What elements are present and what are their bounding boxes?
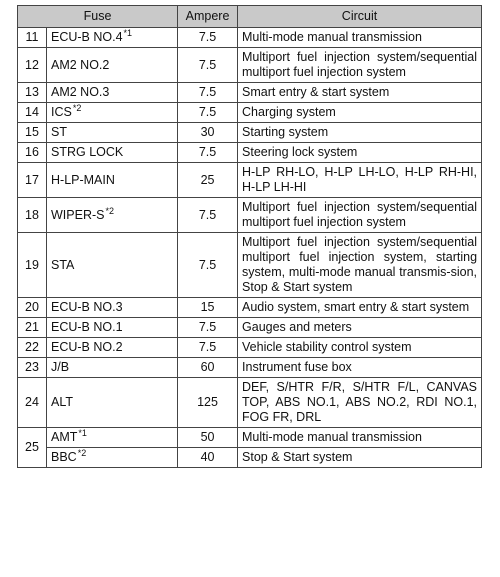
fuse-ampere: 30 <box>178 123 238 143</box>
fuse-number: 18 <box>18 198 47 233</box>
fuse-name <box>47 83 178 103</box>
fuse-name-text: ALT <box>51 395 73 409</box>
table-row <box>18 28 482 48</box>
fuse-ampere: 7.5 <box>178 143 238 163</box>
fuse-name-text: ST <box>51 125 67 139</box>
table-row <box>18 358 482 378</box>
fuse-name-text: BBC <box>51 450 77 464</box>
fuse-name <box>47 448 178 468</box>
header-ampere: Ampere <box>178 6 238 28</box>
fuse-name <box>47 123 178 143</box>
fuse-circuit: Multiport fuel injection system/sequential multiport fuel injection system, starting system, multi-mode manual transmis-sion, Stop & Start system <box>238 233 482 298</box>
fuse-name <box>47 163 178 198</box>
fuse-ampere: 7.5 <box>178 28 238 48</box>
fuse-name-text: WIPER-S <box>51 207 105 222</box>
fuse-circuit: Audio system, smart entry & start system <box>238 298 482 318</box>
table-row <box>18 198 482 233</box>
fuse-circuit: Starting system <box>238 123 482 143</box>
table-row <box>18 48 482 83</box>
fuse-name <box>47 358 178 378</box>
fuse-circuit: Stop & Start system <box>238 448 482 468</box>
fuse-name-text: ECU-B NO.4 <box>51 30 123 44</box>
fuse-ampere: 7.5 <box>178 48 238 83</box>
fuse-name <box>47 103 178 123</box>
fuse-name-text: AMT <box>51 430 78 444</box>
fuse-name <box>47 233 178 298</box>
fuse-name <box>47 428 178 448</box>
table-row <box>18 318 482 338</box>
table-row <box>18 123 482 143</box>
fuse-circuit: Gauges and meters <box>238 318 482 338</box>
footnote-marker: *2 <box>72 103 82 113</box>
fuse-ampere: 125 <box>178 378 238 428</box>
fuse-ampere: 7.5 <box>178 103 238 123</box>
fuse-number: 13 <box>18 83 47 103</box>
fuse-name-text: STRG LOCK <box>51 145 124 159</box>
fuse-ampere: 7.5 <box>178 83 238 103</box>
fuse-circuit: Smart entry & start system <box>238 83 482 103</box>
fuse-number: 19 <box>18 233 47 298</box>
footnote-marker: *1 <box>123 28 133 38</box>
fuse-name-text: STA <box>51 257 75 272</box>
fuse-name <box>47 378 178 428</box>
fuse-circuit: Multi-mode manual transmission <box>238 428 482 448</box>
fuse-name <box>47 143 178 163</box>
fuse-number: 15 <box>18 123 47 143</box>
fuse-number: 23 <box>18 358 47 378</box>
fuse-number: 12 <box>18 48 47 83</box>
table-row <box>18 298 482 318</box>
fuse-circuit: Vehicle stability control system <box>238 338 482 358</box>
fuse-table <box>17 5 482 468</box>
footnote-marker: *2 <box>105 205 114 216</box>
table-row <box>18 163 482 198</box>
fuse-number: 16 <box>18 143 47 163</box>
fuse-name-text: ECU-B NO.2 <box>51 340 123 354</box>
fuse-table-container <box>17 5 482 468</box>
fuse-table-body <box>18 28 482 468</box>
fuse-circuit: Multi-mode manual transmission <box>238 28 482 48</box>
fuse-name-text: H-LP-MAIN <box>51 172 115 187</box>
fuse-name-text: J/B <box>51 360 70 374</box>
fuse-number: 25 <box>18 428 47 468</box>
fuse-ampere: 15 <box>178 298 238 318</box>
fuse-name <box>47 298 178 318</box>
fuse-ampere: 7.5 <box>178 198 238 233</box>
fuse-name <box>47 318 178 338</box>
header-circuit: Circuit <box>238 6 482 28</box>
fuse-circuit: Charging system <box>238 103 482 123</box>
table-row <box>18 448 482 468</box>
fuse-name <box>47 338 178 358</box>
fuse-number: 24 <box>18 378 47 428</box>
fuse-name <box>47 198 178 233</box>
fuse-number: 20 <box>18 298 47 318</box>
fuse-name-text: AM2 NO.3 <box>51 85 110 99</box>
fuse-ampere: 7.5 <box>178 233 238 298</box>
footnote-marker: *1 <box>78 428 87 438</box>
fuse-name <box>47 48 178 83</box>
header-fuse: Fuse <box>18 6 178 28</box>
fuse-ampere: 7.5 <box>178 318 238 338</box>
fuse-number: 17 <box>18 163 47 198</box>
fuse-ampere: 60 <box>178 358 238 378</box>
fuse-number: 21 <box>18 318 47 338</box>
fuse-name-text: ICS <box>51 105 72 119</box>
fuse-name-text: ECU-B NO.3 <box>51 300 123 314</box>
table-row <box>18 378 482 428</box>
fuse-circuit: Steering lock system <box>238 143 482 163</box>
fuse-name-text: AM2 NO.2 <box>51 57 110 72</box>
header-row <box>18 6 482 28</box>
fuse-ampere: 40 <box>178 448 238 468</box>
fuse-circuit: DEF, S/HTR F/R, S/HTR F/L, CANVAS TOP, ABS NO.1, ABS NO.2, RDI NO.1, FOG FR, DRL <box>238 378 482 428</box>
fuse-ampere: 25 <box>178 163 238 198</box>
table-row <box>18 103 482 123</box>
fuse-name <box>47 28 178 48</box>
fuse-ampere: 7.5 <box>178 338 238 358</box>
table-row <box>18 233 482 298</box>
fuse-circuit: H-LP RH-LO, H-LP LH-LO, H-LP RH-HI, H-LP LH-HI <box>238 163 482 198</box>
fuse-ampere: 50 <box>178 428 238 448</box>
fuse-number: 14 <box>18 103 47 123</box>
fuse-number: 11 <box>18 28 47 48</box>
footnote-marker: *2 <box>77 448 87 458</box>
table-row <box>18 338 482 358</box>
fuse-circuit: Multiport fuel injection system/sequential multiport fuel injection system <box>238 198 482 233</box>
fuse-name-text: ECU-B NO.1 <box>51 320 123 334</box>
table-row <box>18 83 482 103</box>
fuse-number: 22 <box>18 338 47 358</box>
fuse-circuit: Multiport fuel injection system/sequential multiport fuel injection system <box>238 48 482 83</box>
table-row <box>18 428 482 448</box>
table-row <box>18 143 482 163</box>
fuse-circuit: Instrument fuse box <box>238 358 482 378</box>
